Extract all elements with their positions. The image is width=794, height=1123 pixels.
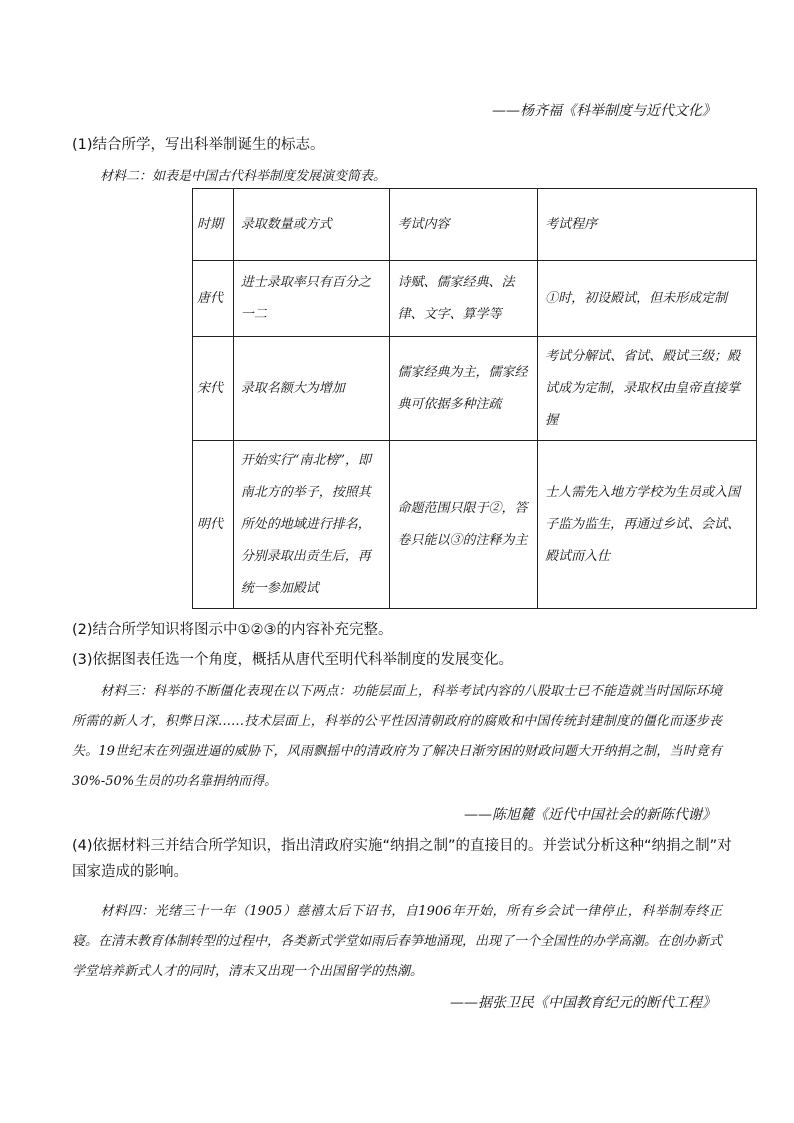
header-admission: 录取数量或方式 [233, 189, 390, 261]
cell-procedure: 士人需先入地方学校为生员或入国子监为监生，再通过乡试、会试、殿试而入仕 [538, 441, 757, 609]
cell-period: 明代 [193, 441, 234, 609]
material-4-text: 材料四：光绪三十一年（1905）慈禧太后下诏书，自1906年开始，所有乡会试一律停止，科举制寿终正寝。在清末教育体制转型的过程中，各类新式学堂如雨后春笋地涌现，出现了一个全国性的办学高潮。在创办新式学堂培养新式人才的同时，清末又出现一个出国留学的热潮。 [72, 904, 723, 979]
question-4: (4)依据材料三并结合所学知识，指出清政府实施“纳捐之制”的直接目的。并尝试分析这种“纳捐之制”对国家造成的影响。 [72, 838, 732, 880]
question-2: (2)结合所学知识将图示中①②③的内容补充完整。 [72, 622, 393, 638]
table-header-row [193, 189, 757, 261]
material-2-intro: 材料二：如表是中国古代科举制度发展演变简表。 [100, 169, 387, 184]
header-content: 考试内容 [390, 189, 538, 261]
cell-admission: 进士录取率只有百分之一二 [233, 261, 390, 337]
question-3: (3)依据图表任选一个角度，概括从唐代至明代科举制度的发展变化。 [72, 652, 514, 668]
table-row [193, 441, 757, 609]
source-citation-4: ——据张卫民《中国教育纪元的断代工程》 [450, 995, 716, 1011]
material-3-text: 材料三：科举的不断僵化表现在以下两点：功能层面上，科举考试内容的八股取士已不能造就当时国际环境所需的新人才，积弊日深……技术层面上，科举的公平性因清朝政府的腐败和中国传统封建制度的僵化而逐步丧失。19世纪末在列强进逼的威胁下，风雨飘摇中的清政府为了解决日渐穷困的财政问题大开纳捐之制，当时竟有30%-50%生员的功名靠捐纳而得。 [72, 684, 722, 789]
header-procedure: 考试程序 [538, 189, 757, 261]
cell-period: 宋代 [193, 337, 234, 441]
cell-content: 儒家经典为主，儒家经典可依据多种注疏 [390, 337, 538, 441]
cell-admission: 录取名额大为增加 [233, 337, 390, 441]
cell-content: 命题范围只限于②，答卷只能以③的注释为主 [390, 441, 538, 609]
source-citation-3: ——陈旭麓《近代中国社会的新陈代谢》 [464, 807, 716, 823]
imperial-exam-table [192, 188, 757, 609]
cell-period: 唐代 [193, 261, 234, 337]
source-citation-1: ——杨齐福《科举制度与近代文化》 [492, 103, 716, 119]
material-4 [72, 897, 722, 987]
cell-admission: 开始实行“南北榜”，即南北方的举子，按照其所处的地域进行排名，分别录取出贡生后，再统一参加殿试 [233, 441, 390, 609]
table-row [193, 261, 757, 337]
table-row [193, 337, 757, 441]
cell-procedure: 考试分解试、省试、殿试三级；殿试成为定制，录取权由皇帝直接掌握 [538, 337, 757, 441]
cell-content: 诗赋、儒家经典、法律、文字、算学等 [390, 261, 538, 337]
header-period: 时期 [193, 189, 234, 261]
question-1: (1)结合所学，写出科举制诞生的标志。 [72, 137, 325, 153]
material-3 [72, 677, 722, 797]
cell-procedure: ①时，初设殿试，但未形成定制 [538, 261, 757, 337]
